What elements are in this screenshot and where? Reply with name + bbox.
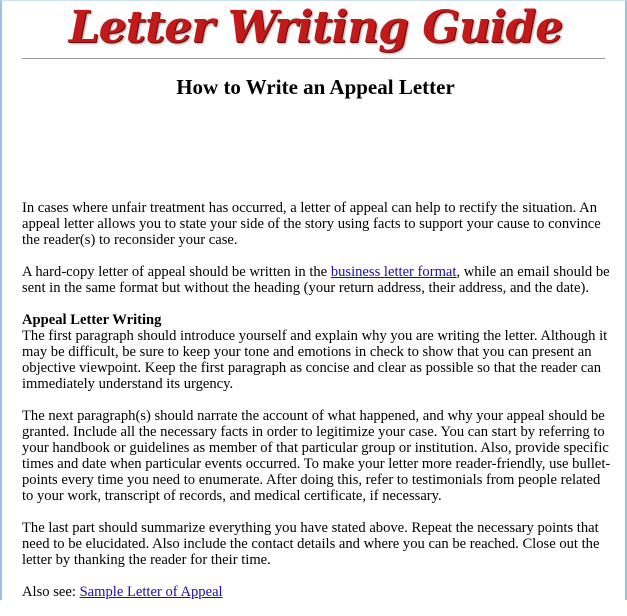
- first-paragraph-text: The first paragraph should introduce yourself and explain why you are writing the letter. Although it may be difficult, be sure to keep your tone and emotions in check to show that you can present an objective viewpoint. Keep the first paragraph as concise and clear as possible so that the reader can immediately understand its urgency.: [22, 328, 608, 392]
- next-paragraph: The next paragraph(s) should narrate the account of what happened, and why your appeal should be granted. Include all the necessary facts in order to legitimize your case. You can start by referring to your handbook or guidelines as member of that particular group or institution. Also, provide specific times and date when particular events occurred. To make your letter more reader-friendly, use bullet-points every time you need to enumerate. After doing this, refer to testimonials from people related to your work, transcript of records, and medical certificate, if necessary.: [22, 408, 611, 504]
- page-title: How to Write an Appeal Letter: [176, 75, 455, 99]
- also-see-label: Also see:: [22, 584, 80, 600]
- article-body: [22, 200, 612, 616]
- business-letter-format-link[interactable]: business letter format: [330, 264, 457, 280]
- last-paragraph: The last part should summarize everything you have stated above. Repeat the necessary points that need to be elucidated. Also include the contact details and where you can be reached. Close out the letter by thanking the reader for their time.: [22, 520, 600, 568]
- also-see-line: [22, 584, 612, 600]
- format-text-before: A hard-copy letter of appeal should be written in the: [22, 264, 331, 280]
- sample-letter-link[interactable]: Sample Letter of Appeal: [79, 584, 223, 600]
- intro-paragraph: In cases where unfair treatment has occurred, a letter of appeal can help to rectify the situation. An appeal letter allows you to state your side of the story using facts to support your cause to convince the reader(s) to reconsider your case.: [22, 200, 601, 248]
- section-heading: Appeal Letter Writing: [22, 312, 162, 328]
- header-divider: [22, 58, 605, 59]
- site-logo[interactable]: Letter Writing Guide: [68, 2, 563, 53]
- appeal-writing-section: [22, 312, 612, 392]
- format-text-after: , while an email should be sent in the same format but without the heading (your return address, their address, and the date).: [22, 264, 610, 296]
- format-paragraph: [22, 264, 612, 296]
